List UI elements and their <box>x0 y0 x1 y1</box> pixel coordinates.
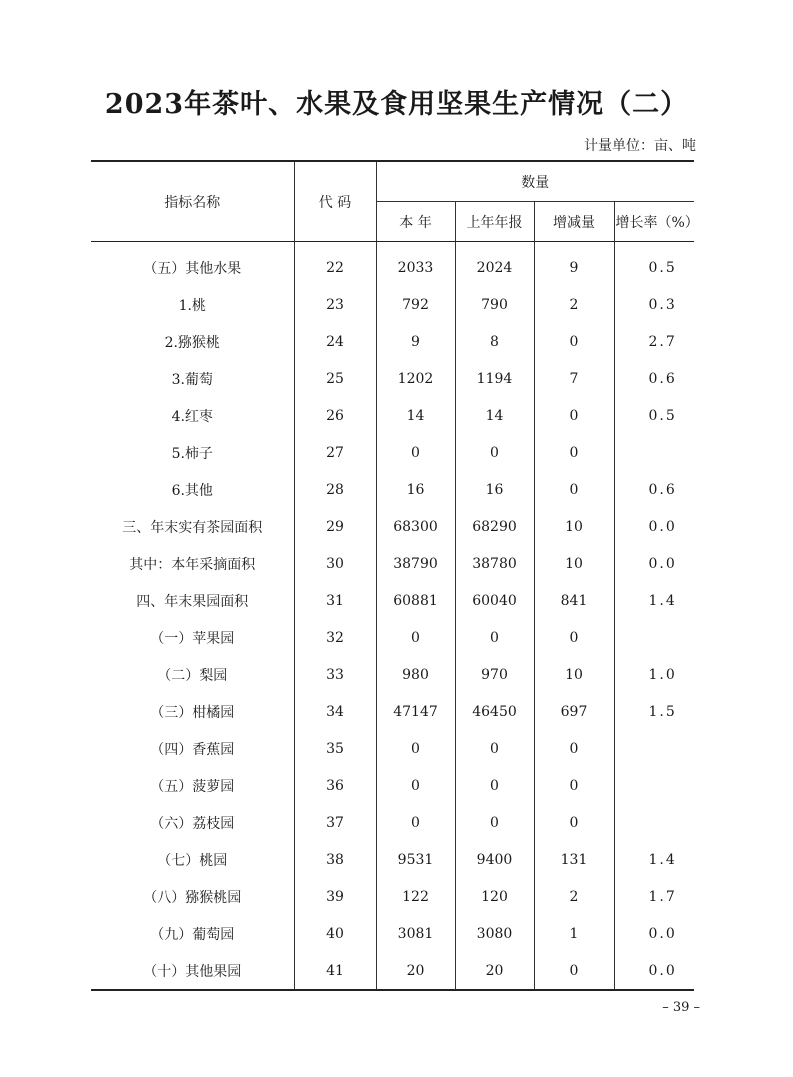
cell-code: 23 <box>294 286 376 323</box>
cell-change: 10 <box>534 545 614 582</box>
cell-growth-rate: 1.4 <box>648 851 677 868</box>
cell-change: 0 <box>534 952 614 990</box>
cell-current-year: 0 <box>376 730 455 767</box>
table-row <box>91 434 694 471</box>
table-row <box>91 508 694 545</box>
cell-indicator-name: （五）其他水果 <box>143 260 242 277</box>
cell-growth-rate: 0.6 <box>648 481 677 498</box>
cell-previous-year: 0 <box>455 767 534 804</box>
cell-current-year: 47147 <box>376 693 455 730</box>
cell-growth-rate <box>614 730 694 767</box>
cell-current-year: 9531 <box>376 841 455 878</box>
header-indicator-name: 指标名称 <box>91 161 294 242</box>
table-row <box>91 656 694 693</box>
cell-current-year: 16 <box>376 471 455 508</box>
cell-indicator-name: 其中：本年采摘面积 <box>129 556 256 573</box>
cell-code: 40 <box>294 915 376 952</box>
cell-code: 37 <box>294 804 376 841</box>
cell-growth-rate: 0.0 <box>648 555 677 572</box>
table-row <box>91 545 694 582</box>
cell-previous-year: 68290 <box>455 508 534 545</box>
cell-change: 0 <box>534 730 614 767</box>
cell-change: 0 <box>534 323 614 360</box>
cell-code: 31 <box>294 582 376 619</box>
cell-code: 32 <box>294 619 376 656</box>
cell-previous-year: 20 <box>455 952 534 990</box>
cell-previous-year: 3080 <box>455 915 534 952</box>
cell-current-year: 2033 <box>376 242 455 287</box>
cell-indicator-name: （六）荔枝园 <box>150 815 235 832</box>
cell-code: 29 <box>294 508 376 545</box>
cell-current-year: 122 <box>376 878 455 915</box>
cell-current-year: 0 <box>376 619 455 656</box>
cell-code: 30 <box>294 545 376 582</box>
cell-code: 27 <box>294 434 376 471</box>
cell-growth-rate: 0.5 <box>648 259 677 276</box>
cell-previous-year: 0 <box>455 730 534 767</box>
cell-current-year: 20 <box>376 952 455 990</box>
cell-current-year: 980 <box>376 656 455 693</box>
table-row <box>91 730 694 767</box>
cell-previous-year: 120 <box>455 878 534 915</box>
cell-change: 0 <box>534 434 614 471</box>
table-row <box>91 397 694 434</box>
cell-indicator-name: （三）柑橘园 <box>150 704 235 721</box>
cell-change: 2 <box>534 878 614 915</box>
cell-indicator-name: 6.其他 <box>171 482 213 499</box>
cell-previous-year: 1194 <box>455 360 534 397</box>
cell-change: 0 <box>534 397 614 434</box>
cell-code: 39 <box>294 878 376 915</box>
header-code: 代 码 <box>294 161 376 242</box>
cell-change: 0 <box>534 619 614 656</box>
cell-growth-rate: 1.0 <box>648 666 677 683</box>
cell-change: 10 <box>534 656 614 693</box>
table-row <box>91 471 694 508</box>
cell-current-year: 3081 <box>376 915 455 952</box>
cell-code: 24 <box>294 323 376 360</box>
table-row <box>91 582 694 619</box>
cell-previous-year: 60040 <box>455 582 534 619</box>
cell-growth-rate: 0.0 <box>648 518 677 535</box>
table-row <box>91 693 694 730</box>
cell-code: 38 <box>294 841 376 878</box>
cell-current-year: 1202 <box>376 360 455 397</box>
cell-growth-rate: 0.0 <box>614 952 694 990</box>
cell-previous-year: 790 <box>455 286 534 323</box>
cell-previous-year: 16 <box>455 471 534 508</box>
cell-code: 22 <box>294 242 376 287</box>
cell-indicator-name: 1.桃 <box>178 297 206 314</box>
cell-change: 0 <box>534 767 614 804</box>
cell-indicator-name: 2.猕猴桃 <box>164 334 220 351</box>
cell-indicator-name: （十）其他果园 <box>91 952 294 990</box>
cell-change: 131 <box>534 841 614 878</box>
cell-code: 28 <box>294 471 376 508</box>
cell-previous-year: 2024 <box>455 242 534 287</box>
table-row <box>91 841 694 878</box>
cell-current-year: 792 <box>376 286 455 323</box>
cell-indicator-name: （七）桃园 <box>157 852 228 869</box>
cell-indicator-name: （一）苹果园 <box>150 630 235 647</box>
cell-code: 35 <box>294 730 376 767</box>
cell-indicator-name: （九）葡萄园 <box>150 926 235 943</box>
page-number: – 39 – <box>662 1000 700 1015</box>
table-row <box>91 915 694 952</box>
cell-change: 9 <box>534 242 614 287</box>
statistics-table <box>91 160 699 991</box>
cell-code: 36 <box>294 767 376 804</box>
table-row <box>91 878 694 915</box>
cell-indicator-name: 4.红枣 <box>171 408 213 425</box>
cell-code: 41 <box>294 952 376 990</box>
cell-growth-rate <box>614 804 694 841</box>
cell-current-year: 14 <box>376 397 455 434</box>
cell-previous-year: 970 <box>455 656 534 693</box>
cell-change: 2 <box>534 286 614 323</box>
cell-indicator-name: 三、年末实有茶园面积 <box>122 519 263 536</box>
table-row <box>91 242 694 287</box>
cell-previous-year: 38780 <box>455 545 534 582</box>
cell-code: 34 <box>294 693 376 730</box>
cell-indicator-name: （五）菠萝园 <box>150 778 235 795</box>
cell-change: 7 <box>534 360 614 397</box>
cell-change: 10 <box>534 508 614 545</box>
cell-previous-year: 0 <box>455 434 534 471</box>
cell-growth-rate: 0.6 <box>648 370 677 387</box>
cell-code: 26 <box>294 397 376 434</box>
cell-growth-rate: 1.5 <box>648 703 677 720</box>
cell-previous-year: 0 <box>455 804 534 841</box>
cell-current-year: 60881 <box>376 582 455 619</box>
cell-current-year: 0 <box>376 434 455 471</box>
table-row <box>91 804 694 841</box>
cell-indicator-name: （四）香蕉园 <box>150 741 235 758</box>
cell-growth-rate: 2.7 <box>648 333 677 350</box>
header-previous-year: 上年年报 <box>455 202 534 242</box>
cell-indicator-name: 四、年末果园面积 <box>136 593 249 610</box>
cell-current-year: 68300 <box>376 508 455 545</box>
header-quantity: 数量 <box>376 161 694 202</box>
cell-code: 33 <box>294 656 376 693</box>
cell-growth-rate: 0.0 <box>648 925 677 942</box>
header-growth-rate: 增长率（%） <box>614 202 694 242</box>
cell-change: 0 <box>534 471 614 508</box>
cell-current-year: 38790 <box>376 545 455 582</box>
cell-indicator-name: 3.葡萄 <box>171 371 213 388</box>
cell-change: 841 <box>534 582 614 619</box>
cell-growth-rate: 0.5 <box>648 407 677 424</box>
cell-current-year: 0 <box>376 804 455 841</box>
cell-growth-rate <box>614 619 694 656</box>
table-row <box>91 323 694 360</box>
header-current-year: 本 年 <box>376 202 455 242</box>
cell-previous-year: 8 <box>455 323 534 360</box>
table-row <box>91 952 694 990</box>
cell-current-year: 0 <box>376 767 455 804</box>
table-row <box>91 767 694 804</box>
cell-growth-rate <box>614 434 694 471</box>
cell-indicator-name: 5.柿子 <box>171 445 213 462</box>
cell-previous-year: 46450 <box>455 693 534 730</box>
unit-note: 计量单位：亩、吨 <box>584 138 696 154</box>
header-change: 增减量 <box>534 202 614 242</box>
cell-growth-rate: 0.3 <box>648 296 677 313</box>
cell-indicator-name: （八）猕猴桃园 <box>143 889 242 906</box>
cell-previous-year: 14 <box>455 397 534 434</box>
table-row <box>91 286 694 323</box>
table-row <box>91 619 694 656</box>
cell-previous-year: 0 <box>455 619 534 656</box>
table-row <box>91 360 694 397</box>
cell-indicator-name: （二）梨园 <box>157 667 228 684</box>
table-body <box>91 242 694 991</box>
cell-change: 1 <box>534 915 614 952</box>
cell-code: 25 <box>294 360 376 397</box>
cell-growth-rate: 1.4 <box>648 592 677 609</box>
cell-previous-year: 9400 <box>455 841 534 878</box>
cell-growth-rate: 1.7 <box>648 888 677 905</box>
cell-change: 697 <box>534 693 614 730</box>
cell-current-year: 9 <box>376 323 455 360</box>
cell-growth-rate <box>614 767 694 804</box>
page-title: 2023年茶叶、水果及食用坚果生产情况（二） <box>104 89 689 120</box>
cell-change: 0 <box>534 804 614 841</box>
